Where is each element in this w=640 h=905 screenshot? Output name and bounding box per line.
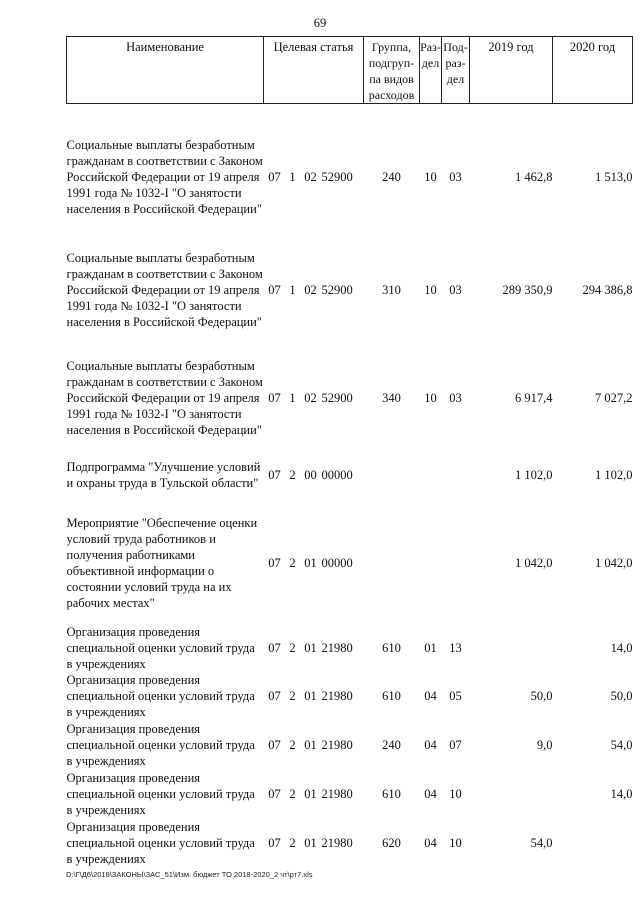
row-section: [420, 443, 442, 508]
target-article-segment: 2: [289, 835, 296, 850]
row-name: Организация проведения специальной оценки условий труда в учреждениях: [66, 722, 255, 768]
row-expense-group: 340: [382, 390, 401, 405]
row-value-2020: 294 386,8: [582, 282, 633, 297]
target-article-segment: 07: [268, 390, 281, 405]
row-name: Мероприятие "Обеспечение оценки условий труда работников и получения работниками объективной информации о состоянии условий труда на их рабочих местах": [66, 515, 258, 610]
row-section: 10: [424, 170, 437, 185]
row-subsection: 03: [449, 170, 462, 185]
target-article-segment: 00000: [321, 468, 353, 482]
target-article-segment: 1: [289, 282, 296, 297]
target-article-segment: 2: [289, 738, 296, 752]
row-value-2019: 1 462,8: [515, 170, 553, 185]
row-expense-group: 610: [382, 787, 401, 801]
target-article-segment: 07: [268, 282, 281, 297]
target-article-segment: 07: [268, 555, 281, 570]
row-subsection: 03: [449, 390, 462, 405]
row-value-2019: [470, 618, 553, 672]
row-target-article: [264, 508, 364, 618]
row-target-article: [264, 343, 364, 443]
row-name: Подпрограмма "Улучшение условий и охраны труда в Тульской области": [66, 460, 261, 490]
target-article-segment: 07: [268, 835, 281, 850]
target-article-segment: 21980: [321, 738, 353, 752]
table-row: [67, 770, 633, 819]
row-value-2020: [553, 819, 633, 867]
row-value-2019: 54,0: [530, 835, 553, 850]
table-header-row: [67, 37, 633, 104]
target-article-segment: 52900: [321, 170, 353, 185]
target-article-segment: 2: [289, 787, 296, 801]
row-subsection: [442, 508, 470, 618]
row-subsection: 07: [449, 738, 462, 752]
header-name: Наименование: [67, 37, 264, 104]
target-article-segment: 52900: [321, 390, 353, 405]
target-article-segment: 01: [304, 787, 317, 801]
row-name: Социальные выплаты безработным гражданам в соответствии с Законом Российской Федерации от 19 апреля 1991 года № 1032-I "О занятости населения в Российской Федерации": [66, 250, 263, 329]
row-target-article: [264, 819, 364, 867]
row-name: Социальные выплаты безработным гражданам в соответствии с Законом Российской Федерации от 19 апреля 1991 года № 1032-I "О занятости населения в Российской Федерации": [66, 138, 263, 217]
row-value-2020: 54,0: [610, 738, 633, 752]
row-section: 04: [424, 835, 437, 850]
row-value-2019: 1 102,0: [515, 468, 553, 482]
target-article-segment: 07: [268, 468, 281, 482]
target-article-segment: 21980: [321, 835, 353, 850]
target-article-segment: 2: [289, 468, 296, 482]
target-article-segment: 21980: [321, 640, 353, 655]
target-article-segment: 01: [304, 835, 317, 850]
row-expense-group: 610: [382, 689, 401, 703]
row-name: Организация проведения специальной оценки условий труда в учреждениях: [66, 673, 255, 719]
row-section: 10: [424, 390, 437, 405]
header-year-2019: 2019 год: [470, 37, 553, 104]
row-value-2020: 7 027,2: [595, 390, 633, 405]
table-row: [67, 229, 633, 343]
row-expense-group: [364, 443, 420, 508]
row-subsection: 03: [449, 282, 462, 297]
row-target-article: [264, 618, 364, 672]
header-subsection: Под-раз-дел: [442, 37, 470, 104]
target-article-segment: 2: [289, 555, 296, 570]
target-article-segment: 00000: [321, 555, 353, 570]
row-subsection: 13: [449, 640, 462, 655]
target-article-segment: 21980: [321, 689, 353, 703]
table-row: [67, 508, 633, 618]
row-section: 10: [424, 282, 437, 297]
target-article-segment: 07: [268, 738, 281, 752]
page-number: 69: [313, 16, 327, 30]
target-article-segment: 02: [304, 282, 317, 297]
row-name: Организация проведения специальной оценки условий труда в учреждениях: [66, 819, 255, 866]
row-value-2020: 1 513,0: [595, 170, 633, 185]
target-article-segment: 07: [268, 640, 281, 655]
header-year-2020: 2020 год: [553, 37, 633, 104]
row-value-2020: 14,0: [610, 640, 633, 655]
row-value-2020: 1 042,0: [595, 555, 633, 570]
table-row: [67, 104, 633, 229]
file-path-footer: D:\Г\Д6\2018\ЗАКОНЫ\ЗАС_51\Изм. бюджет ТО 2018-2020_2 чт\рт7.xls: [66, 870, 313, 879]
row-subsection: 10: [449, 835, 462, 850]
target-article-segment: 07: [268, 170, 281, 185]
target-article-segment: 02: [304, 390, 317, 405]
row-expense-group: [364, 508, 420, 618]
row-subsection: 05: [449, 689, 462, 703]
row-subsection: [442, 443, 470, 508]
row-value-2019: [470, 770, 553, 819]
table-row: [67, 721, 633, 770]
row-target-article: [264, 104, 364, 229]
target-article-segment: 21980: [321, 787, 353, 801]
table-row: [67, 618, 633, 672]
row-value-2020: 14,0: [610, 787, 633, 801]
row-value-2019: 289 350,9: [502, 282, 553, 297]
target-article-segment: 07: [268, 689, 281, 703]
target-article-segment: 01: [304, 555, 317, 570]
row-section: 04: [424, 738, 437, 752]
target-article-segment: 2: [289, 640, 296, 655]
target-article-segment: 07: [268, 787, 281, 801]
target-article-segment: 1: [289, 170, 296, 185]
target-article-segment: 1: [289, 390, 296, 405]
row-value-2019: 50,0: [530, 689, 553, 703]
target-article-segment: 2: [289, 689, 296, 703]
row-value-2019: 1 042,0: [515, 555, 553, 570]
row-name: Социальные выплаты безработным гражданам в соответствии с Законом Российской Федерации от 19 апреля 1991 года № 1032-I "О занятости населения в Российской Федерации": [66, 358, 263, 437]
row-expense-group: 240: [382, 170, 401, 185]
target-article-segment: 00: [304, 468, 317, 482]
row-target-article: [264, 443, 364, 508]
row-name: Организация проведения специальной оценки условий труда в учреждениях: [66, 771, 255, 817]
table-row: [67, 672, 633, 721]
target-article-segment: 02: [304, 170, 317, 185]
row-expense-group: 620: [382, 835, 401, 850]
row-expense-group: 610: [382, 640, 401, 655]
row-subsection: 10: [449, 787, 462, 801]
table-row: [67, 343, 633, 443]
row-expense-group: 310: [382, 282, 401, 297]
target-article-segment: 01: [304, 689, 317, 703]
header-expense-group: Группа, подгруп-па видов расходов: [364, 37, 420, 104]
header-target-article: Целевая статья: [264, 37, 364, 104]
row-section: [420, 508, 442, 618]
row-value-2019: 6 917,4: [515, 390, 553, 405]
table-row: [67, 819, 633, 867]
row-name: Организация проведения специальной оценки условий труда в учреждениях: [66, 624, 255, 671]
row-section: 01: [424, 640, 437, 655]
row-target-article: [264, 770, 364, 819]
row-section: 04: [424, 787, 437, 801]
row-value-2020: 1 102,0: [595, 468, 633, 482]
row-target-article: [264, 672, 364, 721]
table-body: [67, 104, 633, 867]
table-row: [67, 443, 633, 508]
row-expense-group: 240: [382, 738, 401, 752]
target-article-segment: 52900: [321, 282, 353, 297]
row-value-2019: 9,0: [536, 738, 553, 752]
row-section: 04: [424, 689, 437, 703]
budget-table: [66, 36, 633, 867]
target-article-segment: 01: [304, 640, 317, 655]
row-value-2020: 50,0: [610, 689, 633, 703]
target-article-segment: 01: [304, 738, 317, 752]
header-section: Раз-дел: [420, 37, 442, 104]
row-target-article: [264, 229, 364, 343]
row-target-article: [264, 721, 364, 770]
